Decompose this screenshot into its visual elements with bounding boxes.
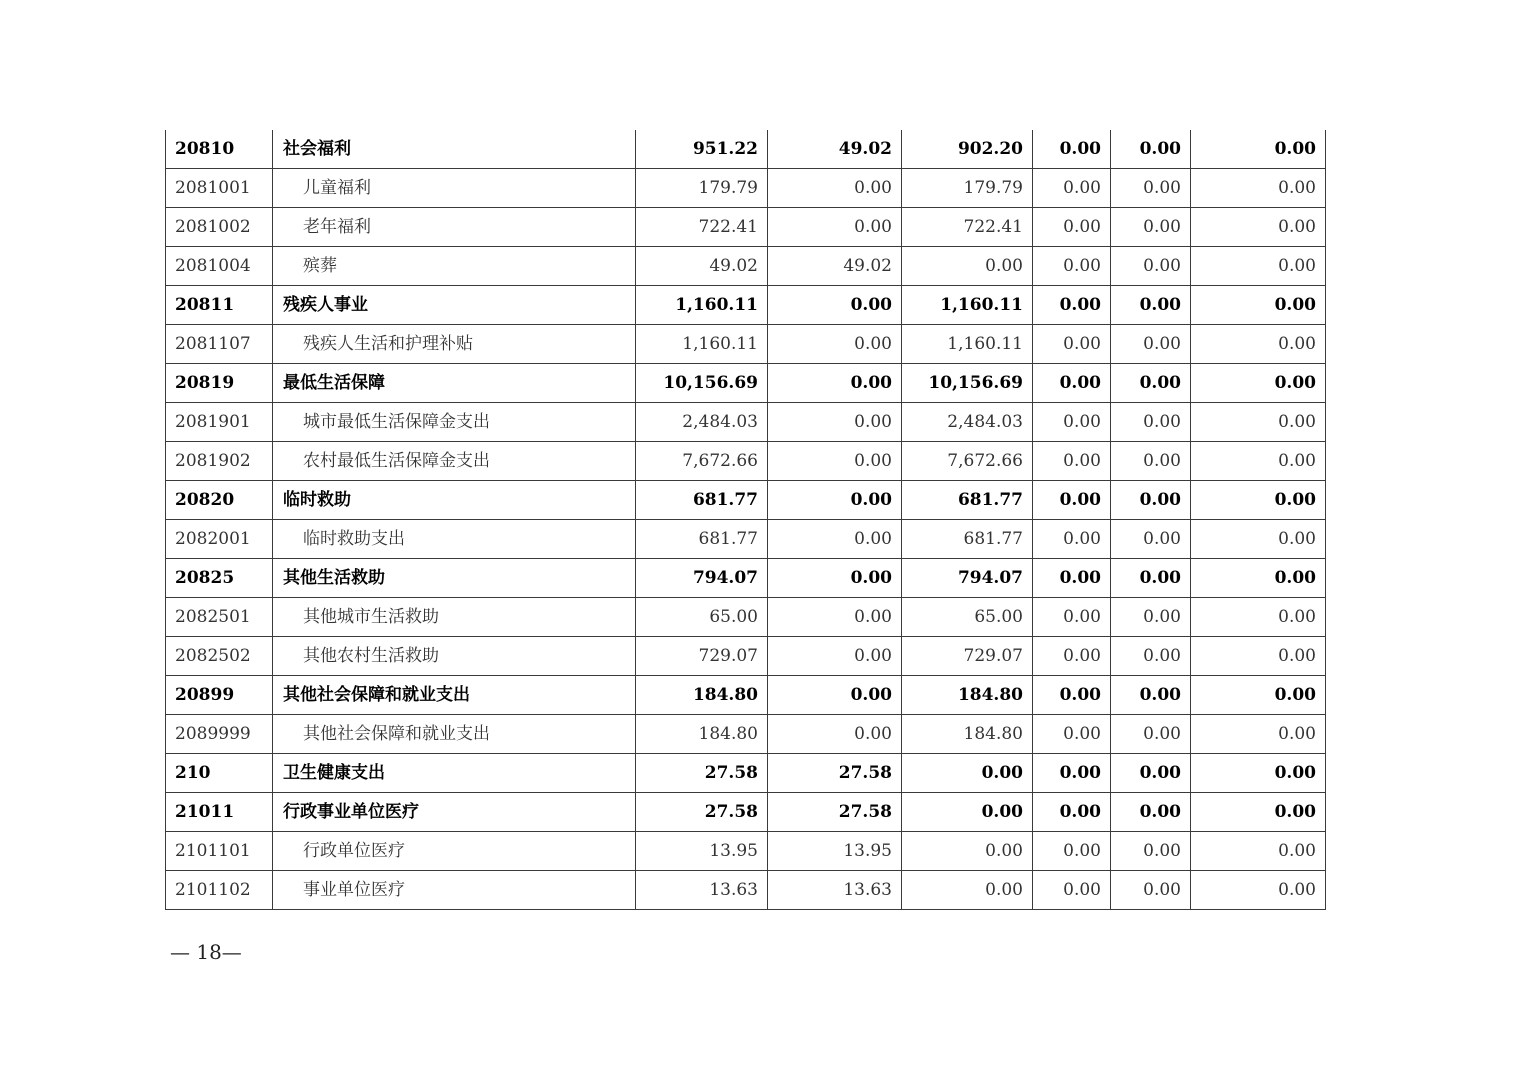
cell-value-col-4: 0.00 bbox=[1033, 481, 1111, 520]
cell-value-col-1: 10,156.69 bbox=[636, 364, 768, 403]
cell-value-col-1: 179.79 bbox=[636, 169, 768, 208]
cell-code: 2101102 bbox=[166, 871, 273, 910]
cell-value-col-6: 0.00 bbox=[1191, 559, 1326, 598]
cell-value-col-3: 681.77 bbox=[902, 520, 1033, 559]
cell-value-col-1: 794.07 bbox=[636, 559, 768, 598]
cell-value-col-5: 0.00 bbox=[1111, 637, 1191, 676]
cell-code: 20810 bbox=[166, 130, 273, 169]
cell-name: 城市最低生活保障金支出 bbox=[273, 403, 636, 442]
cell-value-col-2: 0.00 bbox=[768, 559, 902, 598]
cell-value-col-5: 0.00 bbox=[1111, 442, 1191, 481]
cell-value-col-2: 49.02 bbox=[768, 247, 902, 286]
cell-value-col-5: 0.00 bbox=[1111, 598, 1191, 637]
cell-value-col-6: 0.00 bbox=[1191, 325, 1326, 364]
cell-code: 2081001 bbox=[166, 169, 273, 208]
cell-code: 2081107 bbox=[166, 325, 273, 364]
cell-value-col-1: 1,160.11 bbox=[636, 286, 768, 325]
cell-value-col-2: 13.95 bbox=[768, 832, 902, 871]
cell-value-col-4: 0.00 bbox=[1033, 169, 1111, 208]
table-row-item bbox=[166, 871, 1326, 910]
cell-value-col-3: 1,160.11 bbox=[902, 286, 1033, 325]
cell-value-col-3: 722.41 bbox=[902, 208, 1033, 247]
table-row-item bbox=[166, 208, 1326, 247]
cell-code: 2081902 bbox=[166, 442, 273, 481]
cell-value-col-5: 0.00 bbox=[1111, 364, 1191, 403]
cell-name: 临时救助 bbox=[273, 481, 636, 520]
cell-value-col-6: 0.00 bbox=[1191, 793, 1326, 832]
table-row-group bbox=[166, 676, 1326, 715]
cell-value-col-2: 0.00 bbox=[768, 403, 902, 442]
cell-value-col-6: 0.00 bbox=[1191, 754, 1326, 793]
cell-value-col-1: 13.63 bbox=[636, 871, 768, 910]
cell-value-col-5: 0.00 bbox=[1111, 169, 1191, 208]
table-row-item bbox=[166, 598, 1326, 637]
cell-value-col-3: 794.07 bbox=[902, 559, 1033, 598]
table-row-item bbox=[166, 832, 1326, 871]
cell-name: 残疾人生活和护理补贴 bbox=[273, 325, 636, 364]
table-row-group bbox=[166, 364, 1326, 403]
table-row-item bbox=[166, 520, 1326, 559]
cell-value-col-4: 0.00 bbox=[1033, 871, 1111, 910]
cell-value-col-3: 0.00 bbox=[902, 793, 1033, 832]
cell-value-col-6: 0.00 bbox=[1191, 208, 1326, 247]
cell-name: 行政事业单位医疗 bbox=[273, 793, 636, 832]
cell-value-col-6: 0.00 bbox=[1191, 403, 1326, 442]
cell-value-col-4: 0.00 bbox=[1033, 286, 1111, 325]
cell-code: 20820 bbox=[166, 481, 273, 520]
cell-code: 20819 bbox=[166, 364, 273, 403]
cell-value-col-6: 0.00 bbox=[1191, 715, 1326, 754]
cell-name: 事业单位医疗 bbox=[273, 871, 636, 910]
cell-name: 殡葬 bbox=[273, 247, 636, 286]
cell-value-col-6: 0.00 bbox=[1191, 832, 1326, 871]
cell-value-col-4: 0.00 bbox=[1033, 598, 1111, 637]
cell-name: 行政单位医疗 bbox=[273, 832, 636, 871]
cell-value-col-3: 729.07 bbox=[902, 637, 1033, 676]
cell-code: 2082001 bbox=[166, 520, 273, 559]
cell-name: 最低生活保障 bbox=[273, 364, 636, 403]
cell-value-col-1: 951.22 bbox=[636, 130, 768, 169]
cell-value-col-3: 2,484.03 bbox=[902, 403, 1033, 442]
cell-value-col-1: 184.80 bbox=[636, 715, 768, 754]
cell-value-col-4: 0.00 bbox=[1033, 832, 1111, 871]
cell-value-col-5: 0.00 bbox=[1111, 325, 1191, 364]
table-row-group bbox=[166, 754, 1326, 793]
table-row-item bbox=[166, 442, 1326, 481]
cell-value-col-6: 0.00 bbox=[1191, 286, 1326, 325]
cell-value-col-2: 0.00 bbox=[768, 325, 902, 364]
cell-value-col-6: 0.00 bbox=[1191, 871, 1326, 910]
cell-code: 2101101 bbox=[166, 832, 273, 871]
cell-value-col-3: 0.00 bbox=[902, 754, 1033, 793]
cell-value-col-1: 1,160.11 bbox=[636, 325, 768, 364]
cell-value-col-3: 184.80 bbox=[902, 715, 1033, 754]
cell-value-col-1: 65.00 bbox=[636, 598, 768, 637]
cell-value-col-2: 13.63 bbox=[768, 871, 902, 910]
cell-value-col-3: 1,160.11 bbox=[902, 325, 1033, 364]
cell-value-col-4: 0.00 bbox=[1033, 364, 1111, 403]
budget-expenditure-table bbox=[165, 130, 1326, 910]
cell-value-col-1: 49.02 bbox=[636, 247, 768, 286]
cell-value-col-1: 681.77 bbox=[636, 520, 768, 559]
cell-code: 20899 bbox=[166, 676, 273, 715]
cell-code: 20811 bbox=[166, 286, 273, 325]
cell-code: 20825 bbox=[166, 559, 273, 598]
cell-value-col-6: 0.00 bbox=[1191, 520, 1326, 559]
cell-value-col-4: 0.00 bbox=[1033, 715, 1111, 754]
cell-value-col-3: 10,156.69 bbox=[902, 364, 1033, 403]
cell-value-col-6: 0.00 bbox=[1191, 169, 1326, 208]
cell-value-col-3: 179.79 bbox=[902, 169, 1033, 208]
cell-value-col-6: 0.00 bbox=[1191, 364, 1326, 403]
page-number: — 18— bbox=[170, 940, 242, 964]
cell-value-col-1: 184.80 bbox=[636, 676, 768, 715]
cell-name: 残疾人事业 bbox=[273, 286, 636, 325]
table-row-item bbox=[166, 403, 1326, 442]
cell-name: 卫生健康支出 bbox=[273, 754, 636, 793]
cell-value-col-5: 0.00 bbox=[1111, 286, 1191, 325]
cell-value-col-2: 0.00 bbox=[768, 286, 902, 325]
cell-name: 其他农村生活救助 bbox=[273, 637, 636, 676]
table-row-group bbox=[166, 559, 1326, 598]
cell-name: 其他社会保障和就业支出 bbox=[273, 715, 636, 754]
cell-name: 老年福利 bbox=[273, 208, 636, 247]
cell-value-col-3: 184.80 bbox=[902, 676, 1033, 715]
cell-value-col-2: 49.02 bbox=[768, 130, 902, 169]
cell-value-col-1: 27.58 bbox=[636, 754, 768, 793]
table-body bbox=[166, 130, 1326, 910]
cell-name: 其他生活救助 bbox=[273, 559, 636, 598]
cell-value-col-5: 0.00 bbox=[1111, 481, 1191, 520]
cell-value-col-5: 0.00 bbox=[1111, 520, 1191, 559]
cell-name: 临时救助支出 bbox=[273, 520, 636, 559]
cell-value-col-4: 0.00 bbox=[1033, 403, 1111, 442]
cell-value-col-1: 27.58 bbox=[636, 793, 768, 832]
cell-value-col-4: 0.00 bbox=[1033, 676, 1111, 715]
cell-value-col-6: 0.00 bbox=[1191, 130, 1326, 169]
cell-value-col-2: 27.58 bbox=[768, 754, 902, 793]
cell-value-col-2: 0.00 bbox=[768, 481, 902, 520]
cell-value-col-4: 0.00 bbox=[1033, 442, 1111, 481]
cell-value-col-6: 0.00 bbox=[1191, 481, 1326, 520]
cell-code: 2081004 bbox=[166, 247, 273, 286]
cell-name: 社会福利 bbox=[273, 130, 636, 169]
cell-value-col-4: 0.00 bbox=[1033, 559, 1111, 598]
cell-name: 儿童福利 bbox=[273, 169, 636, 208]
table-row-group bbox=[166, 793, 1326, 832]
cell-code: 210 bbox=[166, 754, 273, 793]
cell-value-col-6: 0.00 bbox=[1191, 442, 1326, 481]
table-row-item bbox=[166, 247, 1326, 286]
table-row-group bbox=[166, 286, 1326, 325]
cell-value-col-3: 65.00 bbox=[902, 598, 1033, 637]
table-row-item bbox=[166, 325, 1326, 364]
cell-code: 2089999 bbox=[166, 715, 273, 754]
cell-value-col-6: 0.00 bbox=[1191, 247, 1326, 286]
cell-value-col-4: 0.00 bbox=[1033, 325, 1111, 364]
cell-value-col-4: 0.00 bbox=[1033, 793, 1111, 832]
cell-code: 2081002 bbox=[166, 208, 273, 247]
cell-value-col-5: 0.00 bbox=[1111, 793, 1191, 832]
cell-value-col-5: 0.00 bbox=[1111, 130, 1191, 169]
cell-value-col-3: 902.20 bbox=[902, 130, 1033, 169]
cell-value-col-2: 0.00 bbox=[768, 442, 902, 481]
cell-value-col-4: 0.00 bbox=[1033, 754, 1111, 793]
cell-code: 2082501 bbox=[166, 598, 273, 637]
cell-name: 其他社会保障和就业支出 bbox=[273, 676, 636, 715]
table-row-item bbox=[166, 715, 1326, 754]
cell-value-col-6: 0.00 bbox=[1191, 676, 1326, 715]
cell-value-col-4: 0.00 bbox=[1033, 130, 1111, 169]
cell-value-col-3: 0.00 bbox=[902, 871, 1033, 910]
cell-value-col-3: 681.77 bbox=[902, 481, 1033, 520]
cell-value-col-5: 0.00 bbox=[1111, 832, 1191, 871]
cell-value-col-3: 0.00 bbox=[902, 832, 1033, 871]
cell-value-col-5: 0.00 bbox=[1111, 208, 1191, 247]
cell-value-col-4: 0.00 bbox=[1033, 208, 1111, 247]
cell-name: 农村最低生活保障金支出 bbox=[273, 442, 636, 481]
cell-value-col-1: 13.95 bbox=[636, 832, 768, 871]
cell-value-col-1: 2,484.03 bbox=[636, 403, 768, 442]
cell-value-col-5: 0.00 bbox=[1111, 247, 1191, 286]
cell-value-col-5: 0.00 bbox=[1111, 754, 1191, 793]
cell-value-col-2: 0.00 bbox=[768, 169, 902, 208]
cell-value-col-1: 7,672.66 bbox=[636, 442, 768, 481]
cell-value-col-2: 0.00 bbox=[768, 715, 902, 754]
table-row-item bbox=[166, 169, 1326, 208]
cell-value-col-6: 0.00 bbox=[1191, 598, 1326, 637]
table-row-group bbox=[166, 481, 1326, 520]
cell-value-col-2: 27.58 bbox=[768, 793, 902, 832]
cell-code: 21011 bbox=[166, 793, 273, 832]
cell-value-col-5: 0.00 bbox=[1111, 715, 1191, 754]
cell-value-col-5: 0.00 bbox=[1111, 871, 1191, 910]
cell-value-col-5: 0.00 bbox=[1111, 676, 1191, 715]
cell-value-col-2: 0.00 bbox=[768, 520, 902, 559]
table-row-item bbox=[166, 637, 1326, 676]
cell-value-col-2: 0.00 bbox=[768, 208, 902, 247]
cell-value-col-1: 729.07 bbox=[636, 637, 768, 676]
cell-value-col-2: 0.00 bbox=[768, 598, 902, 637]
cell-value-col-2: 0.00 bbox=[768, 364, 902, 403]
cell-value-col-4: 0.00 bbox=[1033, 637, 1111, 676]
table-row-group bbox=[166, 130, 1326, 169]
cell-value-col-3: 0.00 bbox=[902, 247, 1033, 286]
cell-value-col-5: 0.00 bbox=[1111, 559, 1191, 598]
cell-value-col-1: 681.77 bbox=[636, 481, 768, 520]
cell-value-col-2: 0.00 bbox=[768, 637, 902, 676]
cell-value-col-2: 0.00 bbox=[768, 676, 902, 715]
cell-code: 2081901 bbox=[166, 403, 273, 442]
cell-value-col-5: 0.00 bbox=[1111, 403, 1191, 442]
cell-value-col-6: 0.00 bbox=[1191, 637, 1326, 676]
cell-value-col-1: 722.41 bbox=[636, 208, 768, 247]
cell-value-col-4: 0.00 bbox=[1033, 247, 1111, 286]
cell-name: 其他城市生活救助 bbox=[273, 598, 636, 637]
cell-value-col-3: 7,672.66 bbox=[902, 442, 1033, 481]
cell-code: 2082502 bbox=[166, 637, 273, 676]
cell-value-col-4: 0.00 bbox=[1033, 520, 1111, 559]
